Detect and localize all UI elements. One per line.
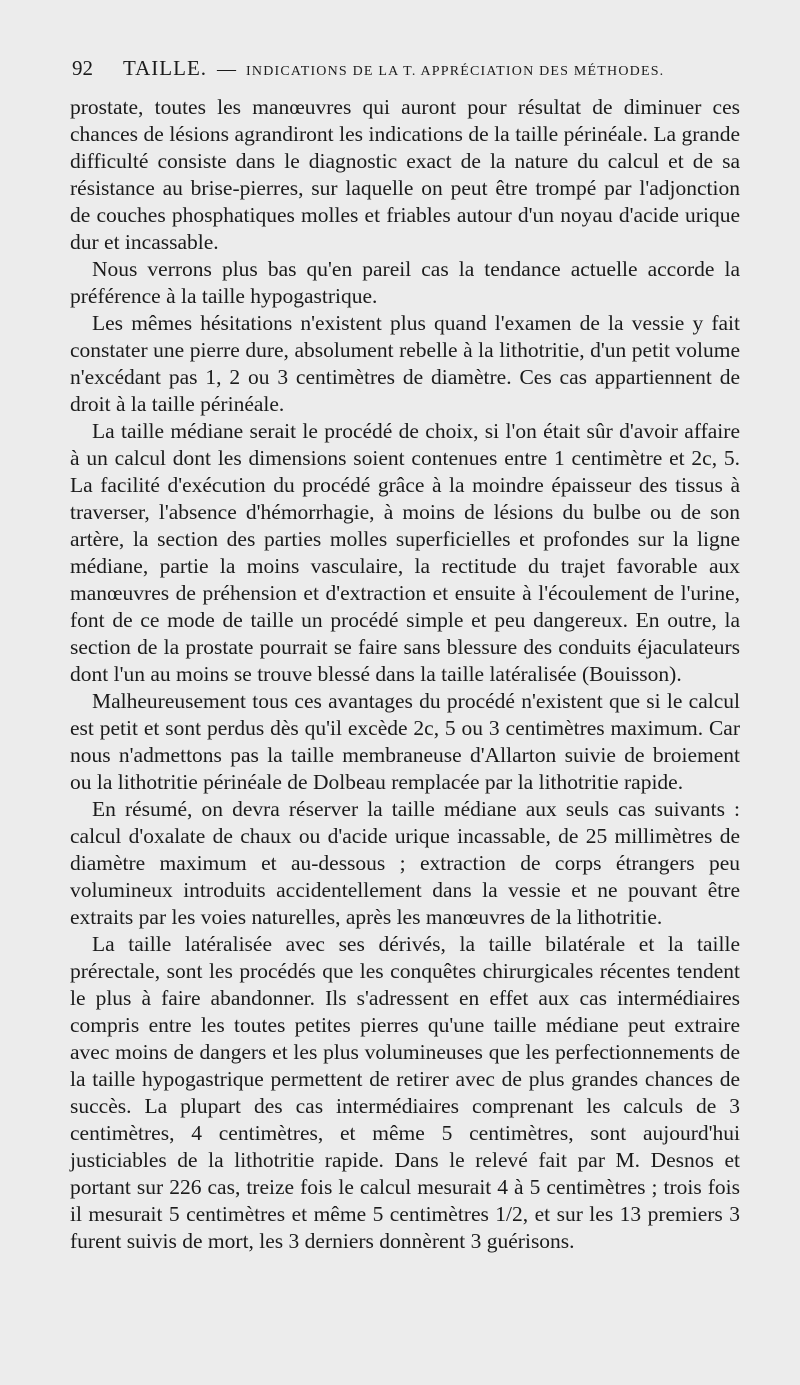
header-dash: — (217, 59, 237, 80)
paragraph: La taille latéralisée avec ses dérivés, la taille bilatérale et la taille prérectale, sont les procédés que les conquêtes chirurgicales récentes tendent le plus à faire abandonner. Ils s'adressent en effet aux cas intermédiaires compris entre les toutes petites pierres qu'une taille médiane peut extraire avec moins de dangers et les plus volumineuses que les perfectionnements de la taille hypogastrique permettent de retirer avec de plus grandes chances de succès. La plupart des cas intermédiaires comprenant les calculs de 3 centimètres, 4 centimètres, et même 5 centimètres, sont aujourd'hui justiciables de la lithotritie rapide. Dans le relevé fait par M. Desnos et portant sur 226 cas, treize fois le calcul mesurait 4 à 5 centimètres ; trois fois il mesurait 5 centimètres et même 5 centimètres 1/2, et sur les 13 premiers 3 furent suivis de mort, les 3 derniers donnèrent 3 guérisons. (70, 932, 740, 1253)
paragraph: La taille médiane serait le procédé de choix, si l'on était sûr d'avoir affaire à un calcul dont les dimensions soient contenues entre 1 centimètre et 2c, 5. La facilité d'exécution du procédé grâce à la moindre épaisseur des tissus à traverser, l'absence d'hémorrhagie, à moins de lésions du bulbe ou de son artère, la section des parties molles superficielles et profondes sur la ligne médiane, partie la moins vasculaire, la rectitude du trajet favorable aux manœuvres de préhension et d'extraction et ensuite à l'écoulement de l'urine, font de ce mode de taille un procédé simple et peu dangereux. En outre, la section de la prostate pourrait se faire sans blessure des conduits éjaculateurs dont l'un au moins se trouve blessé dans la taille latéralisée (Bouisson). (70, 419, 740, 686)
paragraph: Les mêmes hésitations n'existent plus quand l'examen de la vessie y fait constater une pierre dure, absolument rebelle à la lithotritie, d'un petit volume n'excédant pas 1, 2 ou 3 centimètres de diamètre. Ces cas appartiennent de droit à la taille périnéale. (70, 311, 740, 416)
page-number: 92 (72, 56, 93, 80)
paragraph: Nous verrons plus bas qu'en pareil cas la tendance actuelle accorde la préférence à la taille hypogastrique. (70, 257, 740, 308)
paragraph: prostate, toutes les manœuvres qui auront pour résultat de diminuer ces chances de lésions agrandiront les indications de la taille périnéale. La grande difficulté consiste dans le diagnostic exact de la nature du calcul et de sa résistance au brise-pierres, sur laquelle on peut être trompé par l'adjonction de couches phosphatiques molles et friables autour d'un noyau d'acide urique dur et incassable. (70, 95, 740, 254)
running-subtitle: INDICATIONS DE LA T. APPRÉCIATION DES MÉTHODES. (246, 64, 665, 79)
running-header (72, 56, 742, 86)
body-text (70, 94, 740, 1255)
paragraph: Malheureusement tous ces avantages du procédé n'existent que si le calcul est petit et sont perdus dès qu'il excède 2c, 5 ou 3 centimètres maximum. Car nous n'admettons pas la taille membraneuse d'Allarton suivie de broiement ou la lithotritie périnéale de Dolbeau remplacée par la lithotritie rapide. (70, 689, 740, 794)
paragraph: En résumé, on devra réserver la taille médiane aux seuls cas suivants : calcul d'oxalate de chaux ou d'acide urique incassable, de 25 millimètres de diamètre maximum et au-dessous ; extraction de corps étrangers peu volumineux introduits accidentellement dans la vessie et ne pouvant être extraits par les voies naturelles, après les manœuvres de la lithotritie. (70, 797, 740, 929)
running-title: TAILLE. (123, 56, 208, 80)
